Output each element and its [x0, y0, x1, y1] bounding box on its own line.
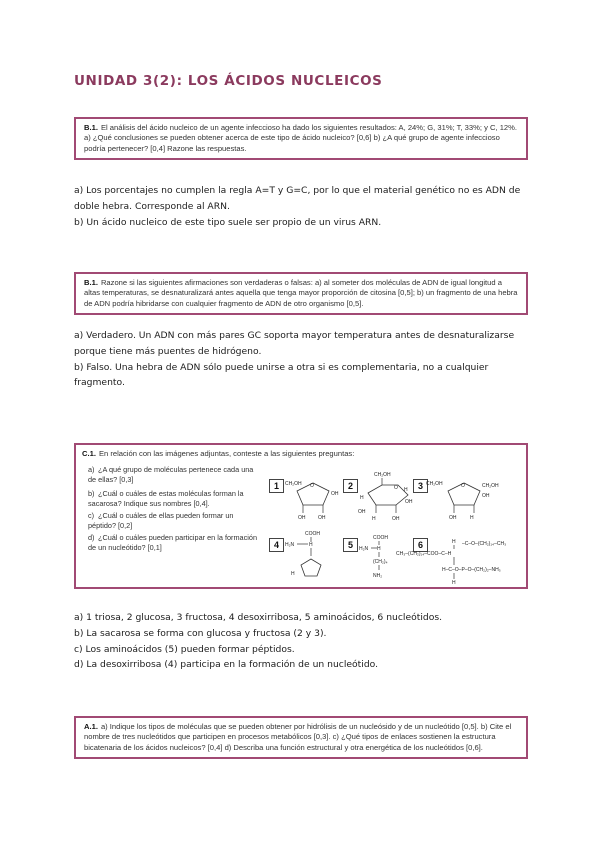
- sub-question-b: b) ¿Cuál o cuáles de estas moléculas forman la sacarosa? Indique sus nombres [0,4].: [88, 489, 244, 508]
- svg-text:H: H: [452, 580, 456, 586]
- svg-text:H: H: [452, 539, 456, 545]
- answer-block-3: [74, 610, 534, 673]
- figure-number-5: 5: [343, 538, 358, 552]
- svg-text:–C–O–(CH₂)₁₄–CH₃: –C–O–(CH₂)₁₄–CH₃: [462, 541, 507, 547]
- answer-line: b) Un ácido nucleico de este tipo suele ser propio de un virus ARN.: [74, 216, 382, 228]
- svg-text:(CH₂)₄: (CH₂)₄: [373, 559, 388, 565]
- svg-text:OH: OH: [482, 493, 490, 499]
- question-label: C.1.: [82, 449, 96, 458]
- svg-text:H: H: [372, 516, 376, 522]
- answer-line: b) Falso. Una hebra de ADN sólo puede unirse a otra si es complementaria, no a cualquier fragmento.: [74, 361, 489, 389]
- svg-text:OH: OH: [405, 499, 413, 505]
- svg-text:H: H: [470, 515, 474, 521]
- answer-line: d) La desoxirribosa (4) participa en la formación de un nucleótido.: [74, 659, 379, 671]
- figure-number-4: 4: [269, 538, 284, 552]
- svg-text:OH: OH: [318, 515, 326, 521]
- question-label: A.1.: [84, 722, 98, 731]
- molecule-4-diagram: [283, 529, 343, 587]
- svg-text:H: H: [377, 546, 381, 552]
- molecule-1-diagram: [283, 473, 343, 523]
- question-label: B.1.: [84, 278, 98, 287]
- sub-question-a: a) ¿A qué grupo de moléculas pertenece cada una de ellas? [0,3]: [88, 465, 254, 484]
- svg-text:OH: OH: [449, 515, 457, 521]
- svg-text:NH₂: NH₂: [373, 573, 383, 579]
- question-text: En relación con las imágenes adjuntas, conteste a las siguientes preguntas:: [98, 449, 355, 458]
- answer-line: b) La sacarosa se forma con glucosa y fructosa (2 y 3).: [74, 627, 327, 639]
- molecule-3-diagram: [426, 473, 506, 523]
- svg-text:O: O: [461, 483, 465, 489]
- answer-block-2: [74, 328, 534, 391]
- question-text: El análisis del ácido nucleico de un agente infeccioso ha dado los siguientes resultados: A, 24%; G, 31%; T, 33%; y C, 12%. a) ¿Qué conclusiones se pueden obtener acerca de este tipo de ácido nucleico? [0,6] b) ¿A qué grupo de agente infeccioso podría pertenecer? [0,4] Razone las respuestas.: [84, 123, 518, 153]
- svg-text:H₂N: H₂N: [285, 542, 295, 548]
- svg-text:H₂N: H₂N: [359, 546, 369, 552]
- figure-number-6: 6: [413, 538, 428, 552]
- svg-text:OH: OH: [358, 509, 366, 515]
- svg-text:CH₂OH: CH₂OH: [374, 472, 391, 478]
- sub-question-d: d) ¿Cuál o cuáles pueden participar en la formación de un nucleótido? [0,1]: [88, 533, 257, 552]
- answer-line: a) 1 triosa, 2 glucosa, 3 fructosa, 4 desoxirribosa, 5 aminoácidos, 6 nucleótidos.: [74, 612, 443, 623]
- sub-question-c: c) ¿Cuál o cuáles de ellas pueden formar un péptido? [0,2]: [88, 511, 234, 530]
- svg-text:O: O: [394, 485, 398, 491]
- svg-text:H: H: [404, 487, 408, 493]
- answer-block-1: [74, 183, 534, 230]
- question-label: B.1.: [84, 123, 98, 132]
- answer-line: a) Los porcentajes no cumplen la regla A=T y G=C, por lo que el material genético no es ADN de doble hebra. Corresponde al ARN.: [74, 185, 521, 212]
- question-box-b1-second: [74, 272, 528, 315]
- answer-line: c) Los aminoácidos (5) pueden formar péptidos.: [74, 643, 295, 655]
- svg-text:CH₂OH: CH₂OH: [285, 481, 302, 487]
- svg-text:O: O: [310, 483, 314, 489]
- figure-number-3: 3: [413, 479, 428, 493]
- question-box-b1-first: [74, 117, 528, 160]
- question-box-c1: [74, 443, 528, 589]
- svg-text:OH: OH: [298, 515, 306, 521]
- question-header: [82, 449, 354, 458]
- figure-number-1: 1: [269, 479, 284, 493]
- svg-text:OH: OH: [331, 491, 339, 497]
- question-text: Razone si las siguientes afirmaciones son verdaderas o falsas: a) al someter dos moléculas de ADN de igual longitud a altas temperaturas, se desnaturalizará antes aquella que tenga mayor proporción de citosina [0,5]; b) un fragmento de una hebra de ADN podría hibridarse con cualquier fragmento de ADN de otro organismo [0,5].: [84, 278, 518, 308]
- svg-text:COOH: COOH: [305, 531, 320, 537]
- figure-number-2: 2: [343, 479, 358, 493]
- svg-text:H: H: [309, 542, 313, 548]
- question-box-a1: [74, 716, 528, 759]
- svg-text:OH: OH: [392, 516, 400, 522]
- svg-text:CH₃–(CH₂)₁₄–COO–C–H: CH₃–(CH₂)₁₄–COO–C–H: [396, 551, 452, 557]
- question-text: a) Indique los tipos de moléculas que se pueden obtener por hidrólisis de un nucleósido y de un nucleótido [0,5]. b) Cite el nombre de tres nucleótidos que participen en procesos metabólicos [0,3]. c) ¿Qué tipos de enlaces sostienen la estructura bicatenaria de los ácidos nucleicos? [0,4] d) Describa una función estructural y otra energética de los nucleótidos [0,6].: [84, 722, 512, 752]
- svg-text:CH₂OH: CH₂OH: [426, 481, 443, 487]
- svg-text:H: H: [291, 571, 295, 577]
- molecule-2-diagram: [358, 469, 416, 525]
- unit-title: UNIDAD 3(2): LOS ÁCIDOS NUCLEICOS: [74, 73, 383, 89]
- svg-text:COOH: COOH: [373, 535, 388, 541]
- svg-text:H–C–O–P–O–(CH₂)₂–NH₃: H–C–O–P–O–(CH₂)₂–NH₃: [442, 567, 501, 573]
- svg-text:H: H: [360, 495, 364, 501]
- molecule-6-diagram: [394, 537, 526, 587]
- svg-text:CH₂OH: CH₂OH: [482, 483, 499, 489]
- answer-line: a) Verdadero. Un ADN con más pares GC soporta mayor temperatura antes de desnaturalizarse porque tiene más puentes de hidrógeno.: [74, 330, 515, 357]
